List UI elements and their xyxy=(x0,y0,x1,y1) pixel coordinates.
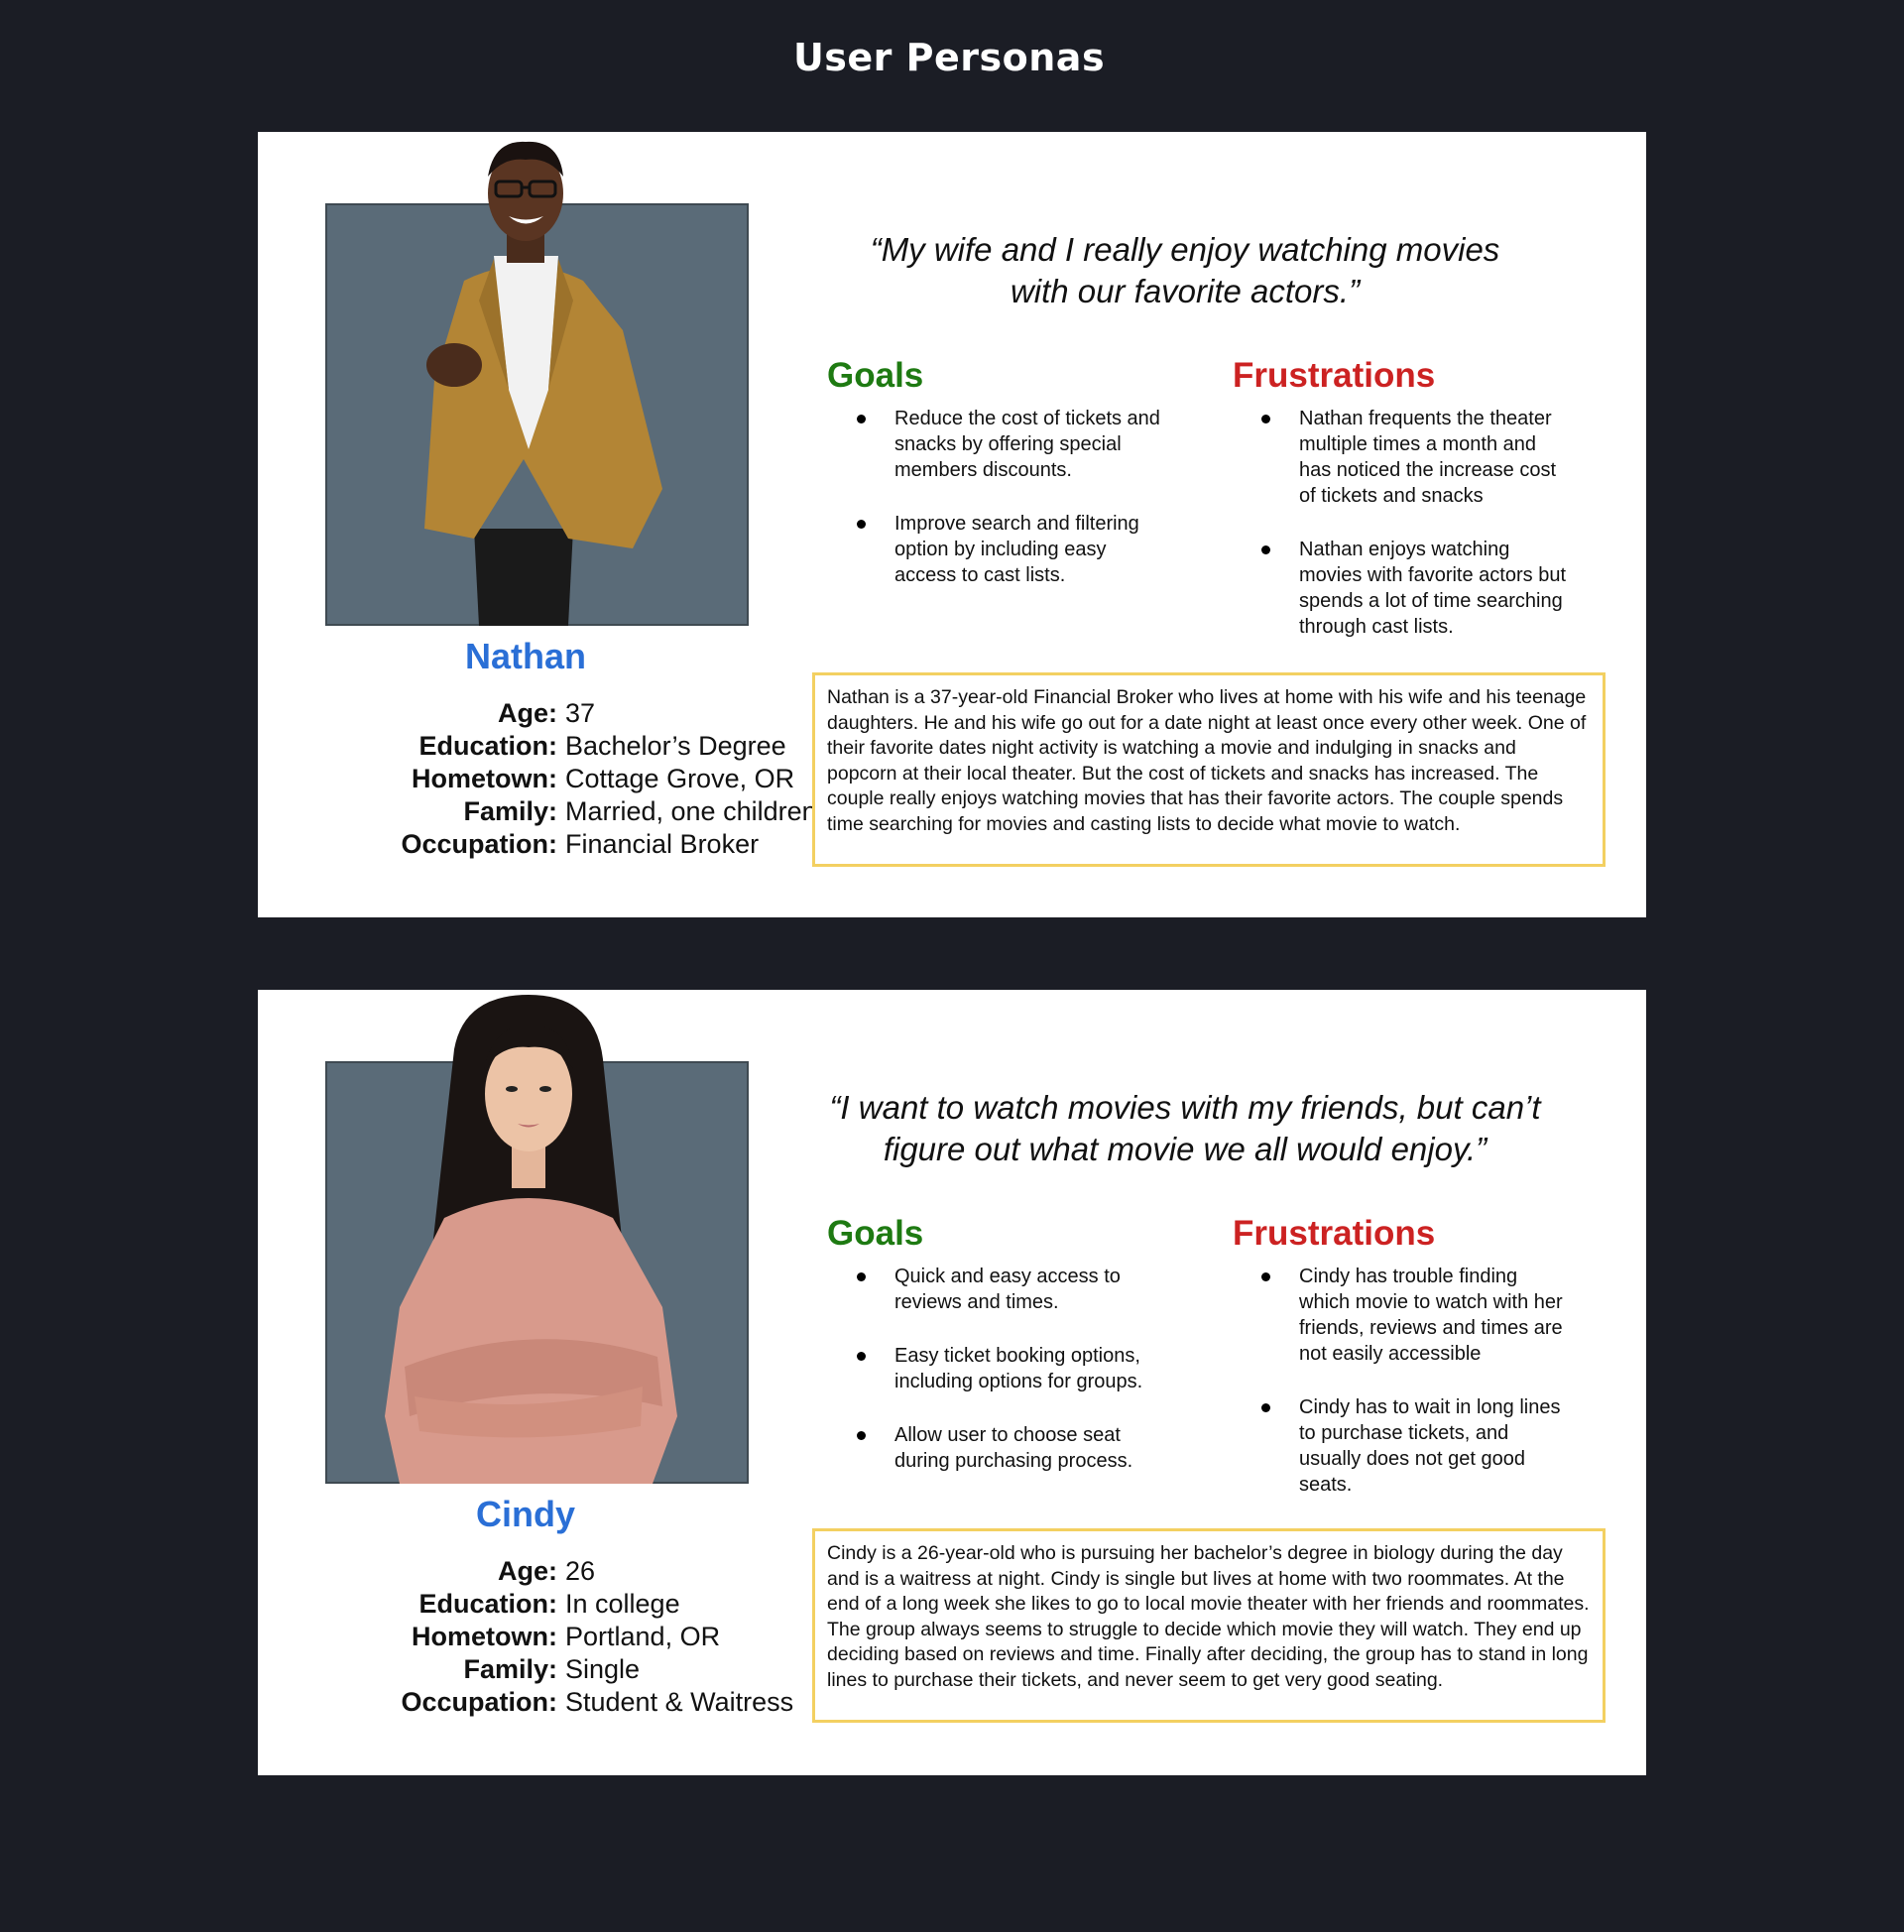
goals-heading: Goals xyxy=(827,356,924,395)
goal-item: Improve search and filtering option by including easy access to cast lists. xyxy=(845,511,1172,588)
info-row-age xyxy=(298,697,853,730)
info-value: Single xyxy=(565,1654,641,1684)
frustrations-list xyxy=(1250,1264,1567,1525)
frustration-item: Cindy has trouble finding which movie to watch with her friends, reviews and times are not easily accessible xyxy=(1250,1264,1567,1367)
info-value: 37 xyxy=(565,698,596,728)
persona-photo-nathan xyxy=(325,132,749,626)
info-label: Family: xyxy=(463,796,557,826)
info-row-family xyxy=(298,795,853,828)
persona-card-cindy xyxy=(258,990,1646,1775)
persona-quote xyxy=(793,229,1577,312)
persona-name: Cindy xyxy=(475,1494,575,1534)
info-row-occupation xyxy=(298,1686,853,1719)
info-label: Family: xyxy=(463,1654,557,1684)
frustrations-list xyxy=(1250,406,1567,667)
persona-name: Nathan xyxy=(464,636,586,676)
info-label: Hometown: xyxy=(412,1622,557,1651)
info-value: Portland, OR xyxy=(565,1622,721,1651)
info-value: Cottage Grove, OR xyxy=(565,764,795,793)
quote-line: figure out what movie we all would enjoy.” xyxy=(883,1131,1488,1167)
quote-line: “I want to watch movies with my friends, but can’t xyxy=(829,1089,1541,1126)
persona-info xyxy=(298,1555,853,1719)
info-row-hometown xyxy=(298,763,853,795)
quote-line: “My wife and I really enjoy watching movies xyxy=(870,231,1500,268)
page-title: User Personas xyxy=(792,36,1106,79)
persona-quote xyxy=(793,1087,1577,1170)
info-label: Age: xyxy=(498,1556,557,1586)
frustration-item: Nathan enjoys watching movies with favorite actors but spends a lot of time searching through cast lists. xyxy=(1250,537,1567,640)
info-value: In college xyxy=(565,1589,680,1619)
info-value: 26 xyxy=(565,1556,596,1586)
info-label: Occupation: xyxy=(401,1687,557,1717)
quote-line: with our favorite actors.” xyxy=(1010,273,1361,309)
info-row-hometown xyxy=(298,1621,853,1653)
info-value: Student & Waitress xyxy=(565,1687,794,1717)
info-value: Financial Broker xyxy=(565,829,760,859)
frustrations-heading: Frustrations xyxy=(1233,356,1436,395)
persona-photo-cindy xyxy=(325,990,749,1484)
goal-item: Quick and easy access to reviews and times. xyxy=(845,1264,1172,1315)
goal-item: Easy ticket booking options, including options for groups. xyxy=(845,1343,1172,1394)
info-row-family xyxy=(298,1653,853,1686)
persona-card-nathan xyxy=(258,132,1646,917)
goals-heading: Goals xyxy=(827,1214,924,1253)
info-value: Married, one children xyxy=(565,796,817,826)
frustration-item: Cindy has to wait in long lines to purchase tickets, and usually does not get good seats. xyxy=(1250,1394,1567,1498)
info-label: Education: xyxy=(418,1589,557,1619)
persona-bio: Cindy is a 26-year-old who is pursuing her bachelor’s degree in biology during the day and is a waitress at night. Cindy is single but lives at home with two roommates. At the end of a long week she likes to go to local movie theater with her friends and roommates. The group always seems to struggle to decide which movie they will watch. They end up deciding based on reviews and time. Finally after deciding, the group has to stand in long lines to purchase their tickets, and never seem to get very good seating. xyxy=(812,1528,1606,1723)
persona-info xyxy=(298,697,853,861)
info-row-education xyxy=(298,1588,853,1621)
persona-bio: Nathan is a 37-year-old Financial Broker who lives at home with his wife and his teenage daughters. He and his wife go out for a date night at least once every other week. One of their favorite dates night activity is watching a movie and indulging in snacks and popcorn at their local theater. But the cost of tickets and snacks has increased. The couple really enjoys watching movies that has their favorite actors. The couple spends time searching for movies and casting lists to decide what movie to watch. xyxy=(812,672,1606,867)
frustrations-heading: Frustrations xyxy=(1233,1214,1436,1253)
info-row-age xyxy=(298,1555,853,1588)
info-row-occupation xyxy=(298,828,853,861)
info-label: Occupation: xyxy=(401,829,557,859)
goals-list xyxy=(845,1264,1172,1502)
frustration-item: Nathan frequents the theater multiple times a month and has noticed the increase cost of tickets and snacks xyxy=(1250,406,1567,509)
info-row-education xyxy=(298,730,853,763)
goals-list xyxy=(845,406,1172,616)
info-label: Hometown: xyxy=(412,764,557,793)
info-label: Age: xyxy=(498,698,557,728)
info-label: Education: xyxy=(418,731,557,761)
info-value: Bachelor’s Degree xyxy=(565,731,786,761)
goal-item: Allow user to choose seat during purchasing process. xyxy=(845,1422,1172,1474)
goal-item: Reduce the cost of tickets and snacks by offering special members discounts. xyxy=(845,406,1172,483)
